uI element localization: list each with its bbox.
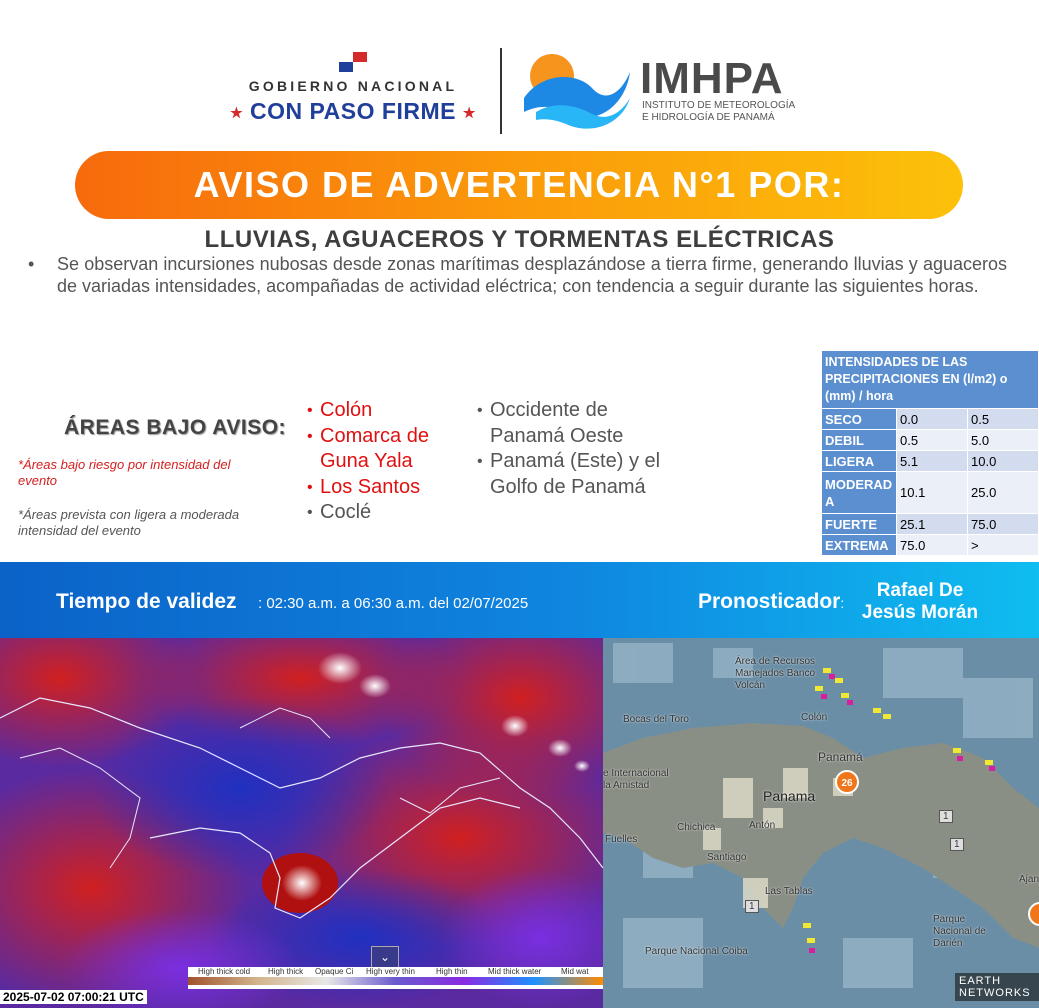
map-label-panama: Panama [763, 788, 816, 804]
map-label-panama-city: Panamá [818, 750, 863, 764]
map-label-colon: Colón [801, 712, 828, 723]
gobierno-line2 [222, 98, 484, 125]
header-divider [500, 48, 502, 134]
forecaster-label [698, 590, 844, 614]
intensity-max: > [968, 535, 1039, 556]
intensity-max: 10.0 [968, 451, 1039, 472]
chevron-down-icon[interactable]: ⌄ [371, 946, 399, 968]
intensity-table-header: INTENSIDADES DE LAS PRECIPITACIONES EN (l/m2) o (mm) / hora [822, 351, 1039, 409]
validity-value: : 02:30 a.m. a 06:30 a.m. del 02/07/2025 [258, 595, 529, 612]
areas-list-1 [307, 398, 477, 526]
intensity-label: FUERTE [822, 514, 897, 535]
gobierno-logo [222, 52, 484, 125]
imhpa-subtitle [642, 100, 795, 124]
intensity-max: 75.0 [968, 514, 1039, 535]
intensity-min: 0.0 [897, 409, 968, 430]
legend-label: Mid wat [561, 967, 589, 976]
intensity-min: 0.5 [897, 430, 968, 451]
star-icon: ★ [462, 104, 476, 121]
map-label-chichica: Chichica [677, 822, 716, 833]
map-marker: 1 [939, 810, 953, 823]
warning-subtitle: LLUVIAS, AGUACEROS Y TORMENTAS ELÉCTRICAS [204, 226, 835, 253]
intensity-label: MODERADA [822, 472, 897, 514]
map-marker: 1 [745, 900, 759, 913]
map-label-bocas: Bocas del Toro [623, 714, 689, 725]
map-label-coiba: Parque Nacional Coiba [645, 946, 748, 957]
legend-label: Opaque Ci [315, 967, 354, 976]
note-light-risk: *Áreas prevista con ligera a moderada intensidad del evento [18, 507, 240, 538]
imhpa-sub1: INSTITUTO DE METEOROLOGÍA [642, 100, 796, 111]
intensity-max: 0.5 [968, 409, 1039, 430]
bullet-icon: • [28, 254, 35, 274]
area-item: • Los Santos [307, 475, 477, 501]
warning-banner: AVISO DE ADVERTENCIA N°1 POR: [75, 151, 963, 219]
map-label-fuelles: Fuelles [605, 834, 638, 845]
map-label-recursos: Área de Recursos Manejados Banco Volcán [735, 656, 816, 691]
satellite-image-graphic [0, 638, 603, 1008]
area-item: • Colón [307, 398, 477, 424]
satellite-timestamp: 2025-07-02 07:00:21 UTC [0, 990, 147, 1004]
areas-list-2 [477, 398, 667, 500]
intensity-min: 25.1 [897, 514, 968, 535]
lightning-map [603, 638, 1039, 1008]
intensity-label: SECO [822, 409, 897, 430]
intensity-label: DEBIL [822, 430, 897, 451]
area-item: • Comarca de Guna Yala [307, 424, 477, 475]
map-label-santiago: Santiago [707, 852, 747, 863]
intensity-table [821, 350, 1039, 556]
imhpa-sub2: E HIDROLOGÍA DE PANAMÁ [642, 112, 775, 123]
map-marker: 1 [950, 838, 964, 851]
intensity-max: 25.0 [968, 472, 1039, 514]
warning-description: Se observan incursiones nubosas desde zonas marítimas desplazándose a tierra firme, generando lluvias y aguaceros de variadas intensidades, acompañadas de actividad eléctrica; con tendencia a seguir durante las siguientes horas. [57, 254, 1007, 296]
imhpa-name: IMHPA [640, 54, 784, 103]
earth-networks-logo: EARTH NETWORKS [955, 973, 1039, 1001]
forecaster-name: Rafael De Jesús Morán [861, 580, 979, 623]
map-label-anton: Antón [749, 820, 776, 831]
map-label-darien: Parque Nacional de Darién [933, 914, 986, 949]
intensity-min: 75.0 [897, 535, 968, 556]
map-label-las-tablas: Las Tablas [765, 886, 813, 897]
validity-bar [0, 562, 1039, 638]
legend-label: High very thin [366, 967, 415, 976]
star-icon: ★ [230, 104, 244, 121]
validity-label: Tiempo de validez [56, 590, 237, 613]
gobierno-line1: GOBIERNO NACIONAL [248, 78, 458, 94]
areas-title: ÁREAS BAJO AVISO: [64, 416, 287, 439]
panama-flag-icon [339, 52, 367, 72]
legend-gradient [188, 977, 603, 985]
area-item: • Panamá (Este) y el Golfo de Panamá [477, 449, 667, 500]
map-label-internacional: e Internacional la Amistad [603, 768, 669, 791]
legend-label: Mid thick water [488, 967, 542, 976]
satellite-legend [188, 967, 603, 989]
intensity-min: 5.1 [897, 451, 968, 472]
note-high-risk: *Áreas bajo riesgo por intensidad del evento [18, 457, 231, 488]
area-item: • Occidente de Panamá Oeste [477, 398, 667, 449]
intensity-label: EXTREMA [822, 535, 897, 556]
intensity-label: LIGERA [822, 451, 897, 472]
lightning-count-badge: 26 [835, 770, 859, 794]
legend-label: High thick [268, 967, 304, 976]
area-item: • Coclé [307, 500, 477, 526]
forecaster-colon: : [840, 595, 845, 611]
forecaster-label-text: Pronosticador [698, 590, 841, 613]
gobierno-slogan: CON PASO FIRME [250, 98, 456, 124]
legend-label: High thin [436, 967, 468, 976]
map-label-ajan: Ajan [1019, 874, 1039, 885]
satellite-image [0, 638, 603, 1008]
intensity-min: 10.1 [897, 472, 968, 514]
intensity-max: 5.0 [968, 430, 1039, 451]
imhpa-logo-icon [522, 52, 632, 130]
legend-label: High thick cold [198, 967, 251, 976]
